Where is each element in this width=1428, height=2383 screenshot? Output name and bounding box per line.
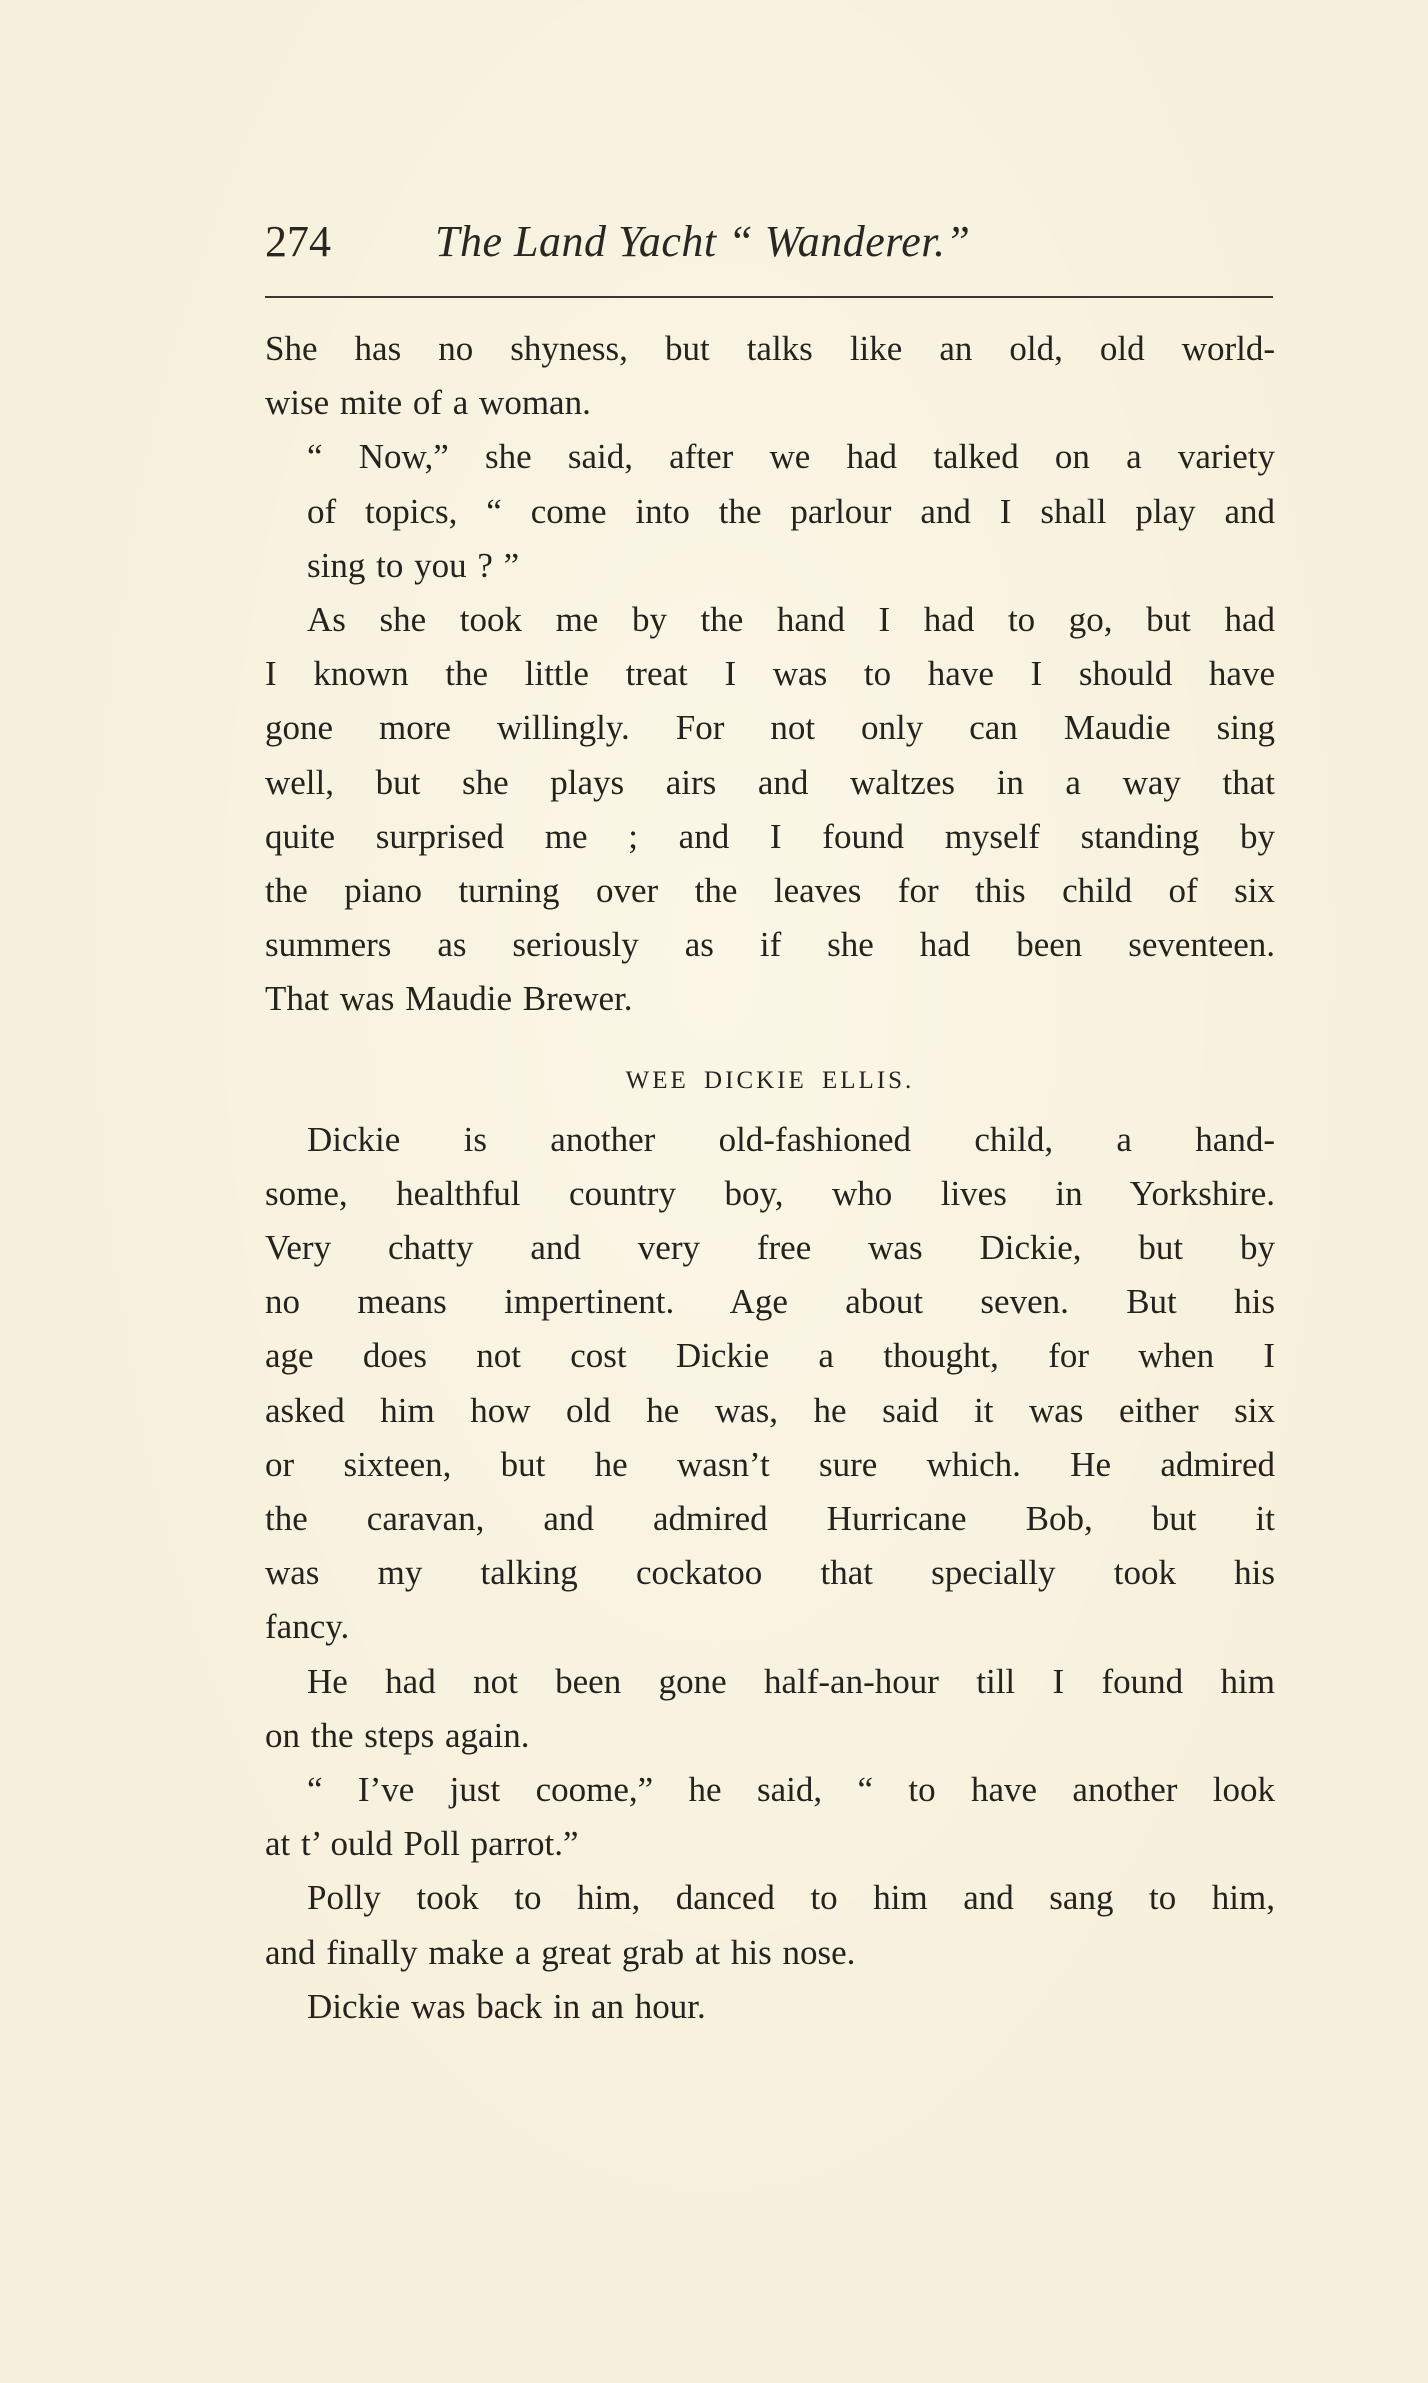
text-line: of topics, “ come into the parlour and I shall play and [307, 491, 1275, 531]
paragraph [265, 1113, 1275, 1655]
text-line: “ Now,” she said, after we had talked on a variety [307, 437, 1275, 477]
text-line: Dickie is another old-fashioned child, a hand- [307, 1119, 1275, 1159]
text-line: age does not cost Dickie a thought, for when I [265, 1336, 1275, 1376]
paragraph [265, 1871, 1275, 1979]
paragraph [265, 322, 1275, 430]
paragraph [265, 1655, 1275, 1763]
text-line: Dickie was back in an hour. [307, 1986, 706, 2026]
text-line: wise mite of a woman. [265, 383, 591, 423]
header-rule [265, 296, 1273, 298]
text-line: quite surprised me ; and I found myself standing by [265, 816, 1275, 856]
section-heading: WEE DICKIE ELLIS. [625, 1066, 915, 1094]
text-line: and finally make a great grab at his nose. [265, 1932, 856, 1972]
paragraph [265, 430, 1275, 593]
text-line: “ I’ve just coome,” he said, “ to have another look [307, 1770, 1275, 1810]
text-line: on the steps again. [265, 1715, 530, 1755]
text-line: Very chatty and very free was Dickie, but by [265, 1228, 1275, 1268]
text-line: I known the little treat I was to have I should have [265, 654, 1275, 694]
paragraph [265, 1763, 1275, 1871]
text-line: gone more willingly. For not only can Maudie sing [265, 708, 1275, 748]
text-line: the piano turning over the leaves for this child of six [265, 871, 1275, 911]
paragraph [265, 593, 1275, 1027]
text-line: fancy. [265, 1607, 350, 1647]
page-header [265, 212, 1275, 272]
text-line: summers as seriously as if she had been seventeen. [265, 925, 1275, 965]
text-line: Polly took to him, danced to him and sang to him, [307, 1878, 1275, 1918]
text-line: As she took me by the hand I had to go, but had [307, 600, 1275, 640]
body-text [265, 322, 1275, 2034]
page-number: 274 [265, 217, 331, 266]
text-line: He had not been gone half-an-hour till I found him [307, 1661, 1275, 1701]
paragraph [265, 1980, 1275, 2034]
text-line: sing to you ? ” [307, 545, 520, 585]
text-line: asked him how old he was, he said it was either six [265, 1390, 1275, 1430]
text-line: or sixteen, but he wasn’t sure which. He admired [265, 1444, 1275, 1484]
text-line: well, but she plays airs and waltzes in a way that [265, 762, 1275, 802]
text-line: at t’ ould Poll parrot.” [265, 1824, 579, 1864]
text-line: the caravan, and admired Hurricane Bob, but it [265, 1499, 1275, 1539]
text-line: no means impertinent. Age about seven. But his [265, 1282, 1275, 1322]
text-line: was my talking cockatoo that specially took his [265, 1553, 1275, 1593]
text-line: She has no shyness, but talks like an old, old world- [265, 329, 1275, 368]
text-line: That was Maudie Brewer. [265, 979, 633, 1019]
running-title: The Land Yacht “ Wanderer.” [435, 217, 971, 266]
text-line: some, healthful country boy, who lives in Yorkshire. [265, 1173, 1275, 1213]
